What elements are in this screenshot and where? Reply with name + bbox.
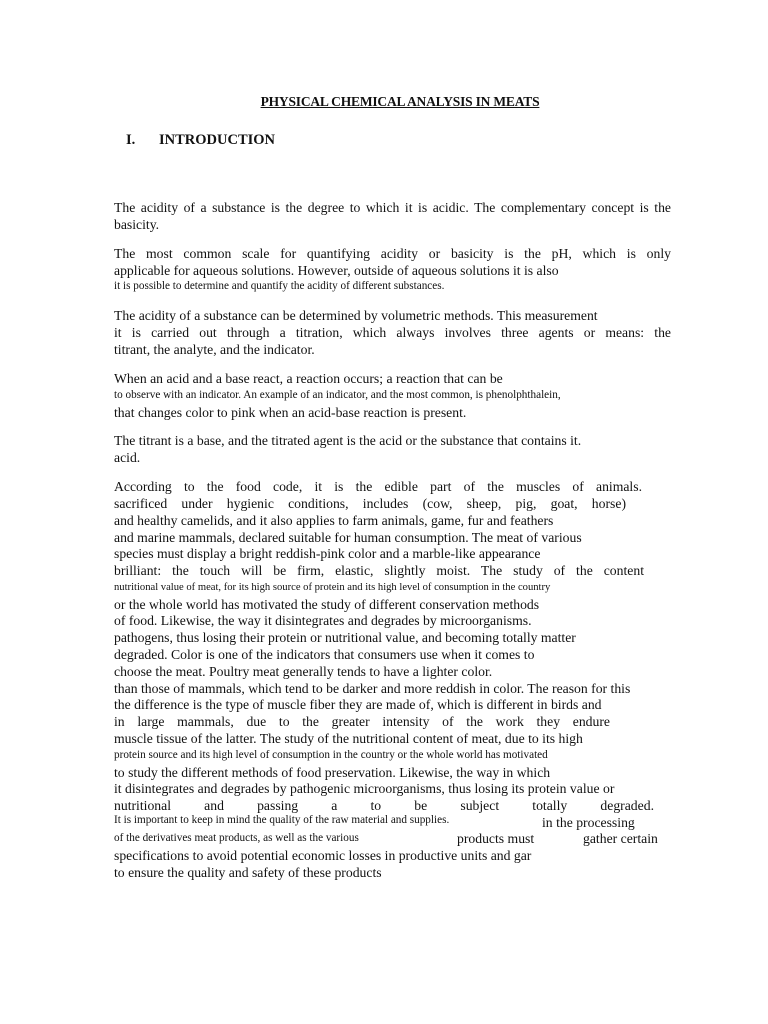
text-line: it is possible to determine and quantify the acidity of different substances. <box>114 280 445 292</box>
text-line: When an acid and a base react, a reaction occurs; a reaction that can be <box>114 371 503 386</box>
text-line: nutritional value of meat, for its high source of protein and its high level of consumption in the country <box>114 582 551 593</box>
text-line: The titrant is a base, and the titrated agent is the acid or the substance that contains it. <box>114 433 582 448</box>
text-line: products must <box>457 831 535 846</box>
text-line: basicity. <box>114 217 160 232</box>
text-line: pathogens, thus losing their protein or nutritional value, and becoming totally matter <box>114 630 576 645</box>
text-line: nutritional and passing a to be subject totally degraded. <box>114 798 654 813</box>
text-line: According to the food code, it is the edible part of the muscles of animals. <box>114 479 642 494</box>
text-line: protein source and its high level of consumption in the country or the whole world has motivated <box>114 749 548 761</box>
section-label: INTRODUCTION <box>159 132 276 148</box>
text-line: it disintegrates and degrades by pathogenic microorganisms, thus losing its protein value or <box>114 781 615 796</box>
text-line: than those of mammals, which tend to be darker and more reddish in color. The reason for this <box>114 681 631 696</box>
text-line: muscle tissue of the latter. The study of the nutritional content of meat, due to its high <box>114 731 583 746</box>
text-line: brilliant: the touch will be firm, elastic, slightly moist. The study of the content <box>114 563 644 578</box>
document-title: PHYSICAL CHEMICAL ANALYSIS IN MEATS <box>260 94 540 109</box>
text-line: or the whole world has motivated the study of different conservation methods <box>114 597 540 612</box>
text-line: and healthy camelids, and it also applies to farm animals, game, fur and feathers <box>114 513 554 528</box>
text-line: of food. Likewise, the way it disintegrates and degrades by microorganisms. <box>114 613 532 628</box>
text-line: that changes color to pink when an acid-base reaction is present. <box>114 405 467 420</box>
text-line: The most common scale for quantifying acidity or basicity is the pH, which is only <box>114 246 671 261</box>
text-line: in large mammals, due to the greater intensity of the work they endure <box>114 714 610 729</box>
text-line: acid. <box>114 450 141 465</box>
text-line: to observe with an indicator. An example of an indicator, and the most common, is phenolphthalein, <box>114 389 561 401</box>
text-line: applicable for aqueous solutions. However, outside of aqueous solutions it is also <box>114 263 559 278</box>
text-line: to ensure the quality and safety of these products <box>114 865 382 880</box>
text-line: The acidity of a substance is the degree to which it is acidic. The complementary concept is the <box>114 200 671 215</box>
text-line: and marine mammals, declared suitable for human consumption. The meat of various <box>114 530 582 545</box>
text-line: species must display a bright reddish-pink color and a marble-like appearance <box>114 546 541 561</box>
section-number: I. <box>126 132 136 148</box>
text-line: of the derivatives meat products, as well as the various <box>114 832 359 844</box>
text-line: to study the different methods of food preservation. Likewise, the way in which <box>114 765 551 780</box>
text-line: titrant, the analyte, and the indicator. <box>114 342 315 357</box>
text-line: It is important to keep in mind the quality of the raw material and supplies. <box>114 814 450 826</box>
text-line: choose the meat. Poultry meat generally tends to have a lighter color. <box>114 664 493 679</box>
text-line: it is carried out through a titration, which always involves three agents or means: the <box>114 325 671 340</box>
text-line: gather certain <box>583 831 658 846</box>
section-heading <box>126 132 275 149</box>
text-line: specifications to avoid potential economic losses in productive units and gar <box>114 848 532 863</box>
text-line: sacrificed under hygienic conditions, includes (cow, sheep, pig, goat, horse) <box>114 496 626 511</box>
text-line: the difference is the type of muscle fiber they are made of, which is different in birds and <box>114 697 602 712</box>
text-line: The acidity of a substance can be determined by volumetric methods. This measurement <box>114 308 598 323</box>
text-line: in the processing <box>542 815 635 830</box>
text-line: degraded. Color is one of the indicators that consumers use when it comes to <box>114 647 535 662</box>
